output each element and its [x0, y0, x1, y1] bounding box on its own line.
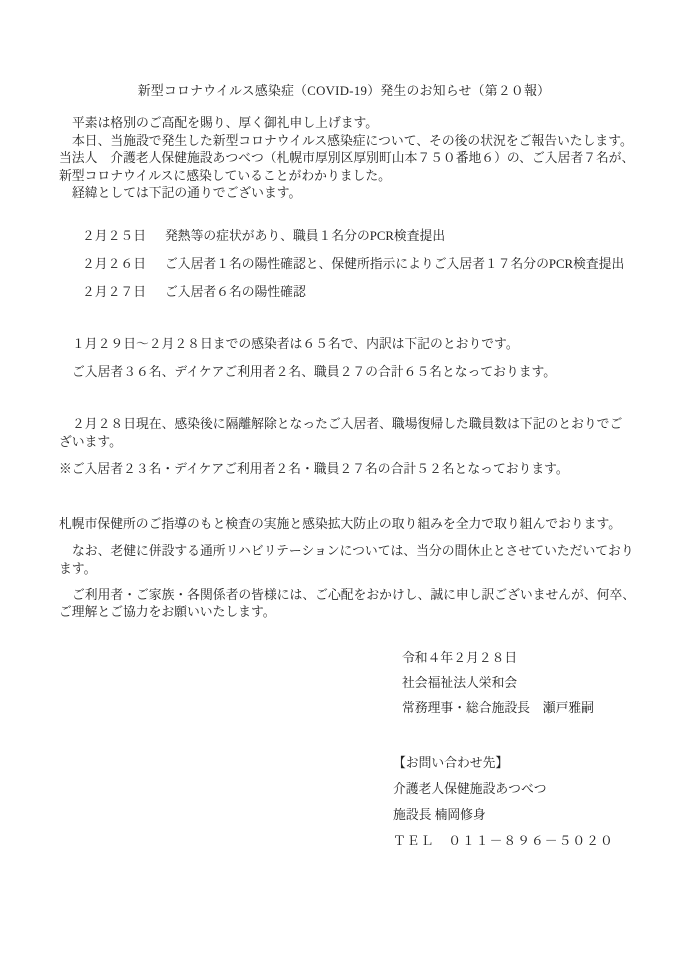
timeline-row — [82, 284, 629, 302]
contact-director: 施設長 楠岡修身 — [393, 808, 486, 822]
timeline-row — [82, 228, 629, 246]
intro-facility-line-2: 新型コロナウイルスに感染していることがわかりました。 — [59, 168, 391, 183]
daycare-line-2: ます。 — [59, 562, 97, 576]
apology-paragraph — [59, 587, 636, 621]
timeline-date: ２月２７日 — [82, 284, 146, 299]
intro-sequence-line: 経緯としては下記の通りでございます。 — [72, 186, 302, 200]
contact-tel: ＴＥＬ ０１１－８９６－５０２０ — [393, 834, 614, 848]
recovery-line-1: ２月２８日現在、感染後に隔離解除となったご入居者、職場復帰した職員数は下記のとおりでご — [72, 416, 623, 431]
summary-paragraph — [59, 336, 629, 382]
daycare-line-1: なお、老健に併設する通所リハビリテーションについては、当分の間休止とさせていただいており — [72, 544, 634, 558]
recovery-note-line: ※ご入居者２３名・デイケアご利用者２名・職員２７名の合計５２名となっております。 — [59, 461, 569, 476]
intro-facility-line-1: 当法人 介護老人保健施設あつべつ（札幌市厚別区厚別町山本７５０番地６）の、ご入居者７名が、 — [59, 151, 635, 165]
timeline-date: ２月２５日 — [82, 228, 146, 243]
apology-line-2: ご理解とご協力をお願いいたします。 — [59, 605, 276, 619]
intro-greeting-line: 平素は格別のご高配を賜り、厚く御礼申し上げます。 — [72, 116, 379, 130]
timeline-event: 発熱等の症状があり、職員１名分のPCR検査提出 — [164, 228, 446, 243]
contact-block — [393, 755, 629, 850]
signature-block — [402, 650, 629, 717]
apology-line-1: ご利用者・ご家族・各関係者の皆様には、ご心配をおかけし、誠に申し訳ございませんが、何卒、 — [72, 588, 636, 602]
intro-report-line: 本日、当施設で発生した新型コロナウイルス感染症について、その後の状況をご報告いたします。 — [72, 133, 633, 148]
signature-organization: 社会福祉法人栄和会 — [402, 676, 518, 690]
timeline-section — [82, 228, 629, 302]
summary-total-line: １月２９日～２月２８日までの感染者は６５名で、内訳は下記のとおりです。 — [72, 337, 519, 351]
summary-breakdown-line: ご入居者３６名、デイケアご利用者２名、職員２７の合計６５名となっております。 — [72, 365, 557, 379]
signature-date: 令和４年２月２８日 — [402, 651, 518, 665]
contact-facility: 介護老人保健施設あつべつ — [393, 782, 547, 796]
recovery-line-2: ざいます。 — [59, 434, 122, 449]
measures-line: 札幌市保健所のご指導のもと検査の実施と感染拡大防止の取り組みを全力で取り組んでおります。 — [59, 516, 622, 531]
intro-paragraph — [59, 115, 635, 203]
contact-heading: 【お問い合わせ先】 — [393, 756, 509, 770]
document-title: 新型コロナウイルス感染症（COVID-19）発生のお知らせ（第２０報） — [137, 84, 551, 98]
timeline-row — [82, 256, 629, 274]
signature-signer: 常務理事・総合施設長 瀬戸雅嗣 — [402, 701, 594, 715]
timeline-event: ご入居者１名の陽性確認と、保健所指示によりご入居者１７名分のPCR検査提出 — [164, 256, 625, 271]
timeline-date: ２月２６日 — [82, 256, 146, 271]
timeline-event: ご入居者６名の陽性確認 — [164, 284, 306, 299]
daycare-paragraph — [59, 542, 634, 578]
recovery-paragraph — [59, 415, 629, 451]
